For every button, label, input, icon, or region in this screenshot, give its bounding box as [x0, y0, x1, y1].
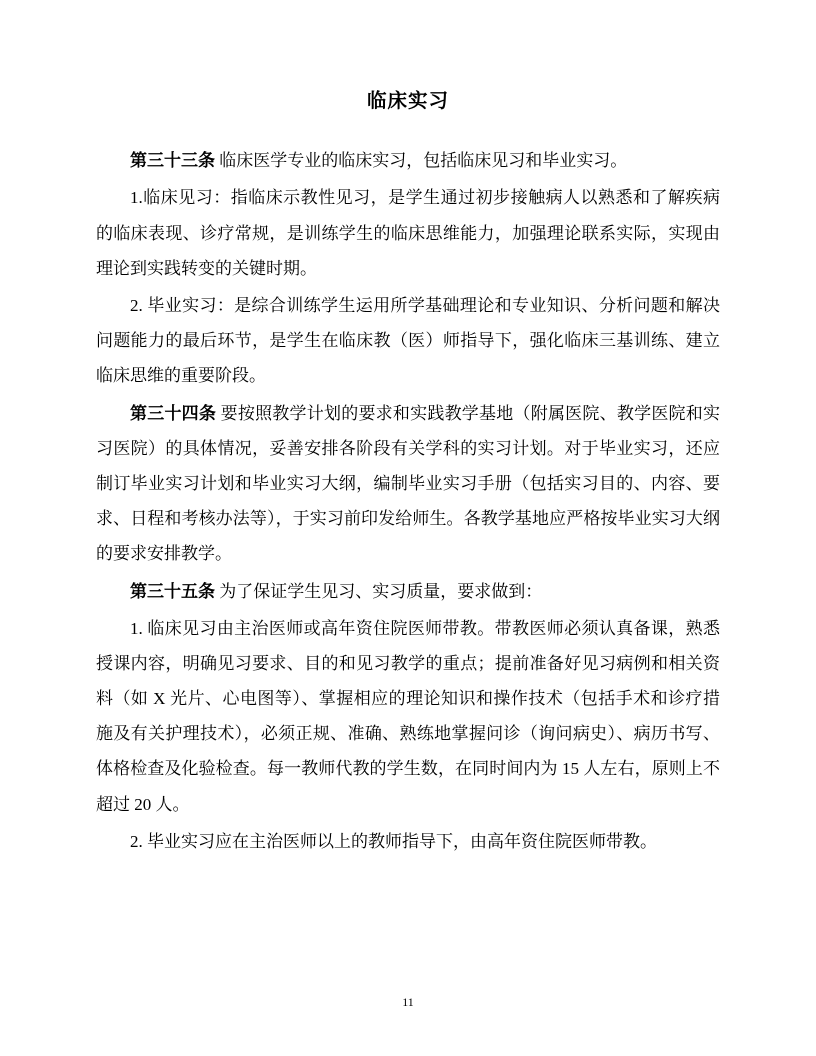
paragraph [96, 180, 720, 286]
paragraph-text: 2. 毕业实习：是综合训练学生运用所学基础理论和专业知识、分析问题和解决问题能力的最后环节，是学生在临床教（医）师指导下，强化临床三基训练、建立临床思维的重要阶段。 [96, 296, 720, 386]
article-number: 第三十三条 [130, 151, 215, 171]
paragraph-text: 2. 毕业实习应在主治医师以上的教师指导下，由高年资住院医师带教。 [130, 831, 657, 851]
paragraph [96, 288, 720, 394]
paragraph [96, 143, 720, 178]
paragraph [96, 611, 720, 822]
paragraph-text: 1. 临床见习由主治医师或高年资住院医师带教。带教医师必须认真备课，熟悉授课内容，明确见习要求、目的和见习教学的重点；提前准备好见习病例和相关资料（如 X 光片、心电图等）、掌握相应的理论知识和操作技术（包括手术和诊疗措施及有关护理技术），必须正规、准确、熟练地掌握问诊（询问病史）、病历书写、体格检查及化验检查。每一教师代教的学生数，在同时间内为 15 人左右，原则上不超过 20 人。 [96, 618, 720, 814]
article-number: 第三十四条 [130, 403, 217, 423]
paragraph-text: 临床医学专业的临床实习，包括临床见习和毕业实习。 [215, 151, 628, 171]
paragraph-text: 要按照教学计划的要求和实践教学基地（附属医院、教学医院和实习医院）的具体情况，妥善安排各阶段有关学科的实习计划。对于毕业实习，还应制订毕业实习计划和毕业实习大纲，编制毕业实习手册（包括实习目的、内容、要求、日程和考核办法等），于实习前印发给师生。各教学基地应严格按毕业实习大纲的要求安排教学。 [96, 403, 720, 564]
page-number: 11 [402, 995, 414, 1009]
paragraph-text: 为了保证学生见习、实习质量，要求做到： [215, 581, 543, 601]
paragraph [96, 396, 720, 572]
paragraph [96, 574, 720, 609]
article-number: 第三十五条 [130, 581, 215, 601]
paragraph [96, 824, 720, 859]
page-title: 临床实习 [366, 91, 449, 112]
paragraph-text: 1.临床见习：指临床示教性见习，是学生通过初步接触病人以熟悉和了解疾病的临床表现、诊疗常规，是训练学生的临床思维能力，加强理论联系实际，实现由理论到实践转变的关键时期。 [96, 188, 720, 278]
